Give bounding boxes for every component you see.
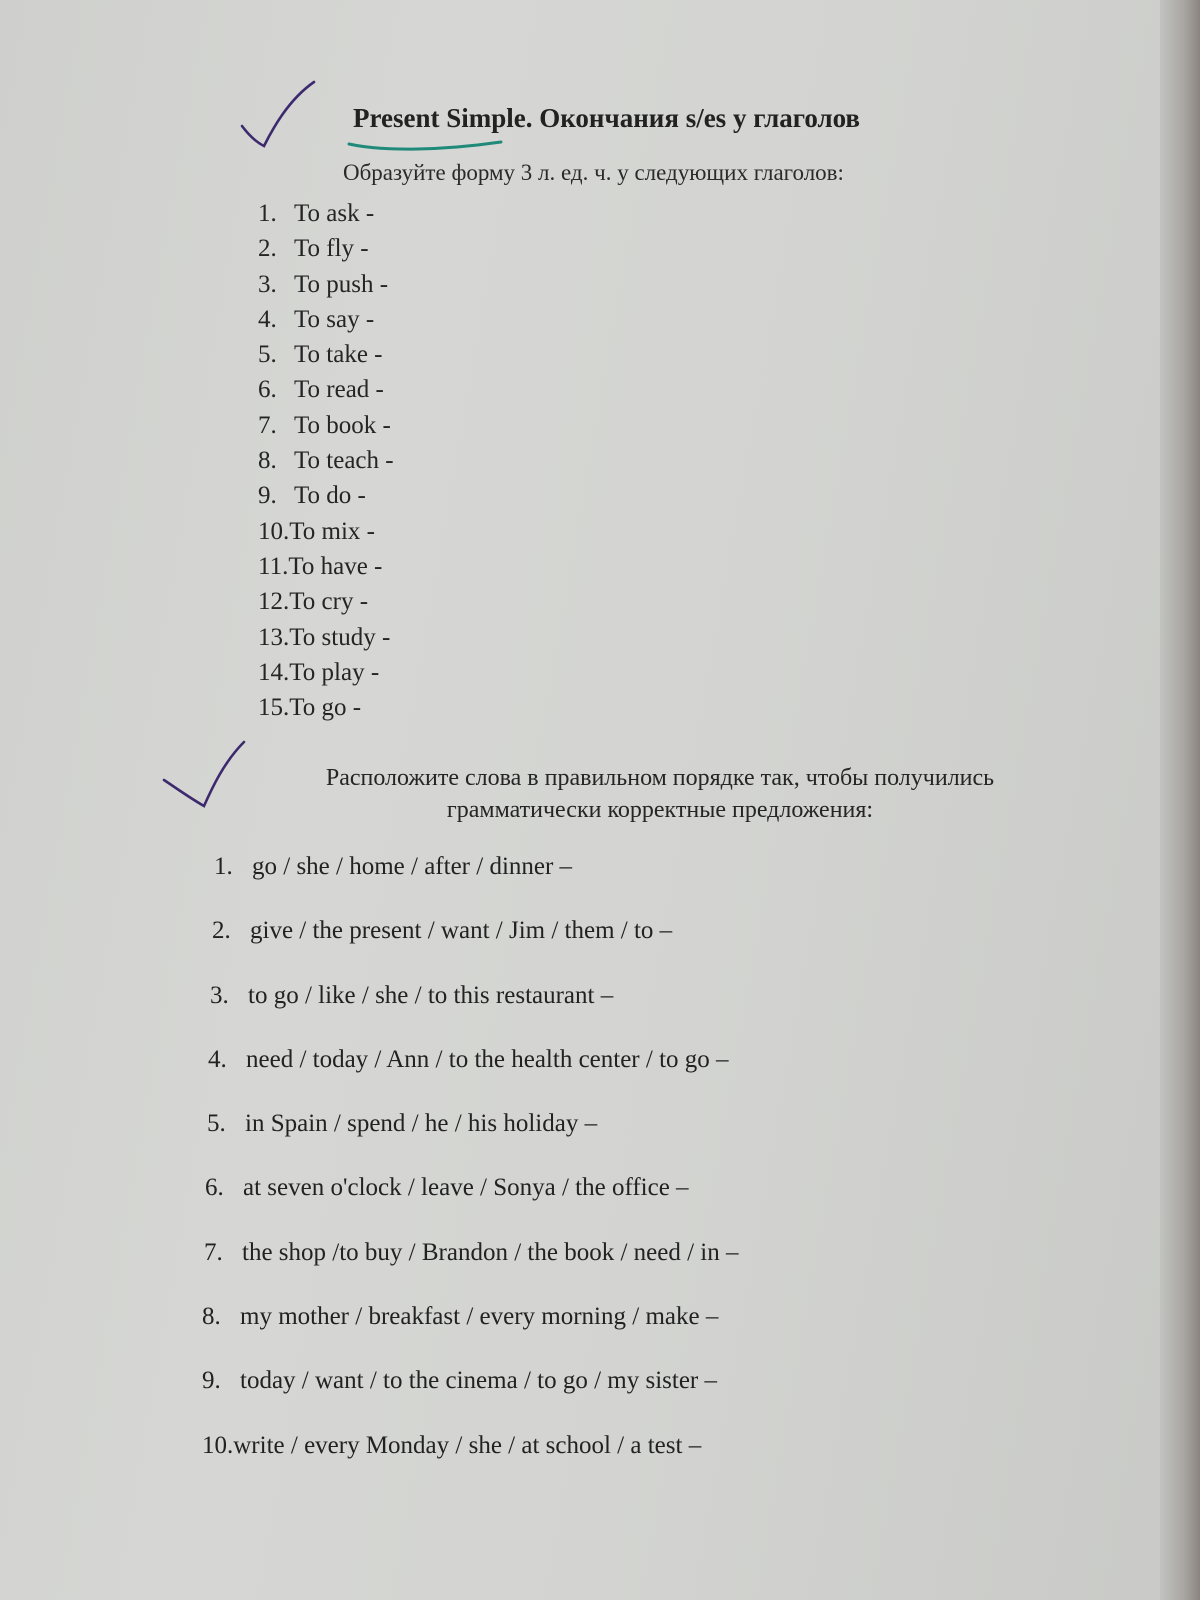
- list-item: [258, 196, 394, 231]
- checkmark-icon: [236, 78, 320, 154]
- item-text: at seven o'clock / leave / Sonya / the office –: [243, 1174, 689, 1202]
- item-text: the shop /to buy / Brandon / the book / need / in –: [242, 1238, 739, 1266]
- item-text: my mother / breakfast / every morning / make –: [240, 1303, 719, 1331]
- item-text: To ask -: [294, 200, 375, 227]
- item-text: To do -: [294, 482, 366, 510]
- list-item: [202, 1109, 738, 1173]
- list-item: [202, 981, 738, 1045]
- list-item: [258, 478, 394, 513]
- list-item: [258, 302, 394, 337]
- item-text: in Spain / spend / he / his holiday –: [245, 1110, 598, 1138]
- instruction-line: Расположите слова в правильном порядке так, чтобы получились: [325, 765, 995, 791]
- item-text: go / she / home / after / dinner –: [252, 853, 573, 880]
- list-item: [258, 690, 394, 725]
- item-text: write / every Monday / she / at school / a test –: [233, 1431, 702, 1459]
- item-text: To fly -: [294, 235, 369, 263]
- item-number: 13.: [258, 623, 290, 651]
- list-item: [258, 655, 394, 690]
- list-item: [202, 1173, 738, 1237]
- item-number: 15.: [258, 694, 290, 722]
- section1-instruction: Образуйте форму 3 л. ед. ч. у следующих глаголов:: [343, 160, 844, 185]
- section2-instruction: [260, 762, 1060, 826]
- item-number: 6.: [205, 1174, 224, 1202]
- list-item: [202, 1238, 738, 1302]
- item-text: To read -: [294, 376, 384, 404]
- item-number: 2.: [212, 917, 231, 945]
- verb-list: [258, 196, 394, 725]
- item-number: 10.: [202, 1431, 234, 1459]
- item-text: to go / like / she / to this restaurant –: [248, 981, 614, 1009]
- item-number: 10.: [258, 517, 290, 545]
- list-item: [258, 231, 394, 266]
- item-number: 8.: [258, 447, 277, 475]
- checkmark-icon: [160, 740, 250, 820]
- list-item: [258, 620, 394, 655]
- list-item: [258, 549, 394, 584]
- worksheet-title: Present Simple. Окончания s/es у глаголов: [353, 103, 861, 133]
- list-item: [202, 1302, 738, 1366]
- list-item: [258, 514, 394, 549]
- item-text: To book -: [294, 411, 391, 439]
- item-number: 11.: [258, 552, 289, 580]
- item-number: 7.: [258, 411, 277, 439]
- item-text: need / today / Ann / to the health center / to go –: [246, 1045, 729, 1073]
- list-item: [202, 916, 738, 980]
- item-number: 5.: [258, 341, 277, 369]
- item-text: To study -: [289, 623, 391, 651]
- item-number: 9.: [202, 1367, 221, 1395]
- page-edge-shadow: [1160, 0, 1200, 1600]
- item-number: 7.: [204, 1238, 223, 1266]
- item-text: To play -: [289, 658, 380, 686]
- item-number: 2.: [258, 235, 277, 263]
- item-text: today / want / to the cinema / to go / my sister –: [240, 1367, 718, 1395]
- item-number: 5.: [207, 1110, 226, 1138]
- instruction-line: грамматически корректные предложения:: [446, 797, 874, 823]
- highlight-underline: [345, 136, 505, 156]
- item-number: 14.: [258, 658, 290, 686]
- item-number: 1.: [214, 853, 233, 880]
- item-number: 8.: [202, 1303, 221, 1331]
- list-item: [202, 1431, 738, 1495]
- list-item: [202, 1366, 738, 1430]
- item-text: To go -: [289, 694, 362, 722]
- list-item: [258, 337, 394, 372]
- item-number: 3.: [258, 270, 277, 298]
- item-number: 4.: [208, 1045, 227, 1073]
- item-number: 12.: [258, 588, 290, 616]
- item-text: give / the present / want / Jim / them / to –: [250, 917, 673, 945]
- item-number: 1.: [258, 200, 277, 227]
- item-text: To mix -: [289, 517, 375, 545]
- list-item: [258, 408, 394, 443]
- item-text: To have -: [288, 552, 383, 580]
- item-number: 4.: [258, 305, 277, 333]
- item-text: To say -: [294, 305, 375, 333]
- item-number: 6.: [258, 376, 277, 404]
- list-item: [258, 443, 394, 478]
- item-text: To take -: [294, 341, 383, 369]
- sentence-list: [202, 852, 738, 1495]
- list-item: [258, 584, 394, 619]
- item-text: To teach -: [294, 447, 394, 475]
- list-item: [258, 372, 394, 407]
- list-item: [258, 267, 394, 302]
- item-number: 3.: [210, 981, 229, 1009]
- item-number: 9.: [258, 482, 277, 510]
- item-text: To cry -: [289, 588, 369, 616]
- list-item: [202, 852, 738, 916]
- item-text: To push -: [294, 270, 389, 298]
- list-item: [202, 1045, 738, 1109]
